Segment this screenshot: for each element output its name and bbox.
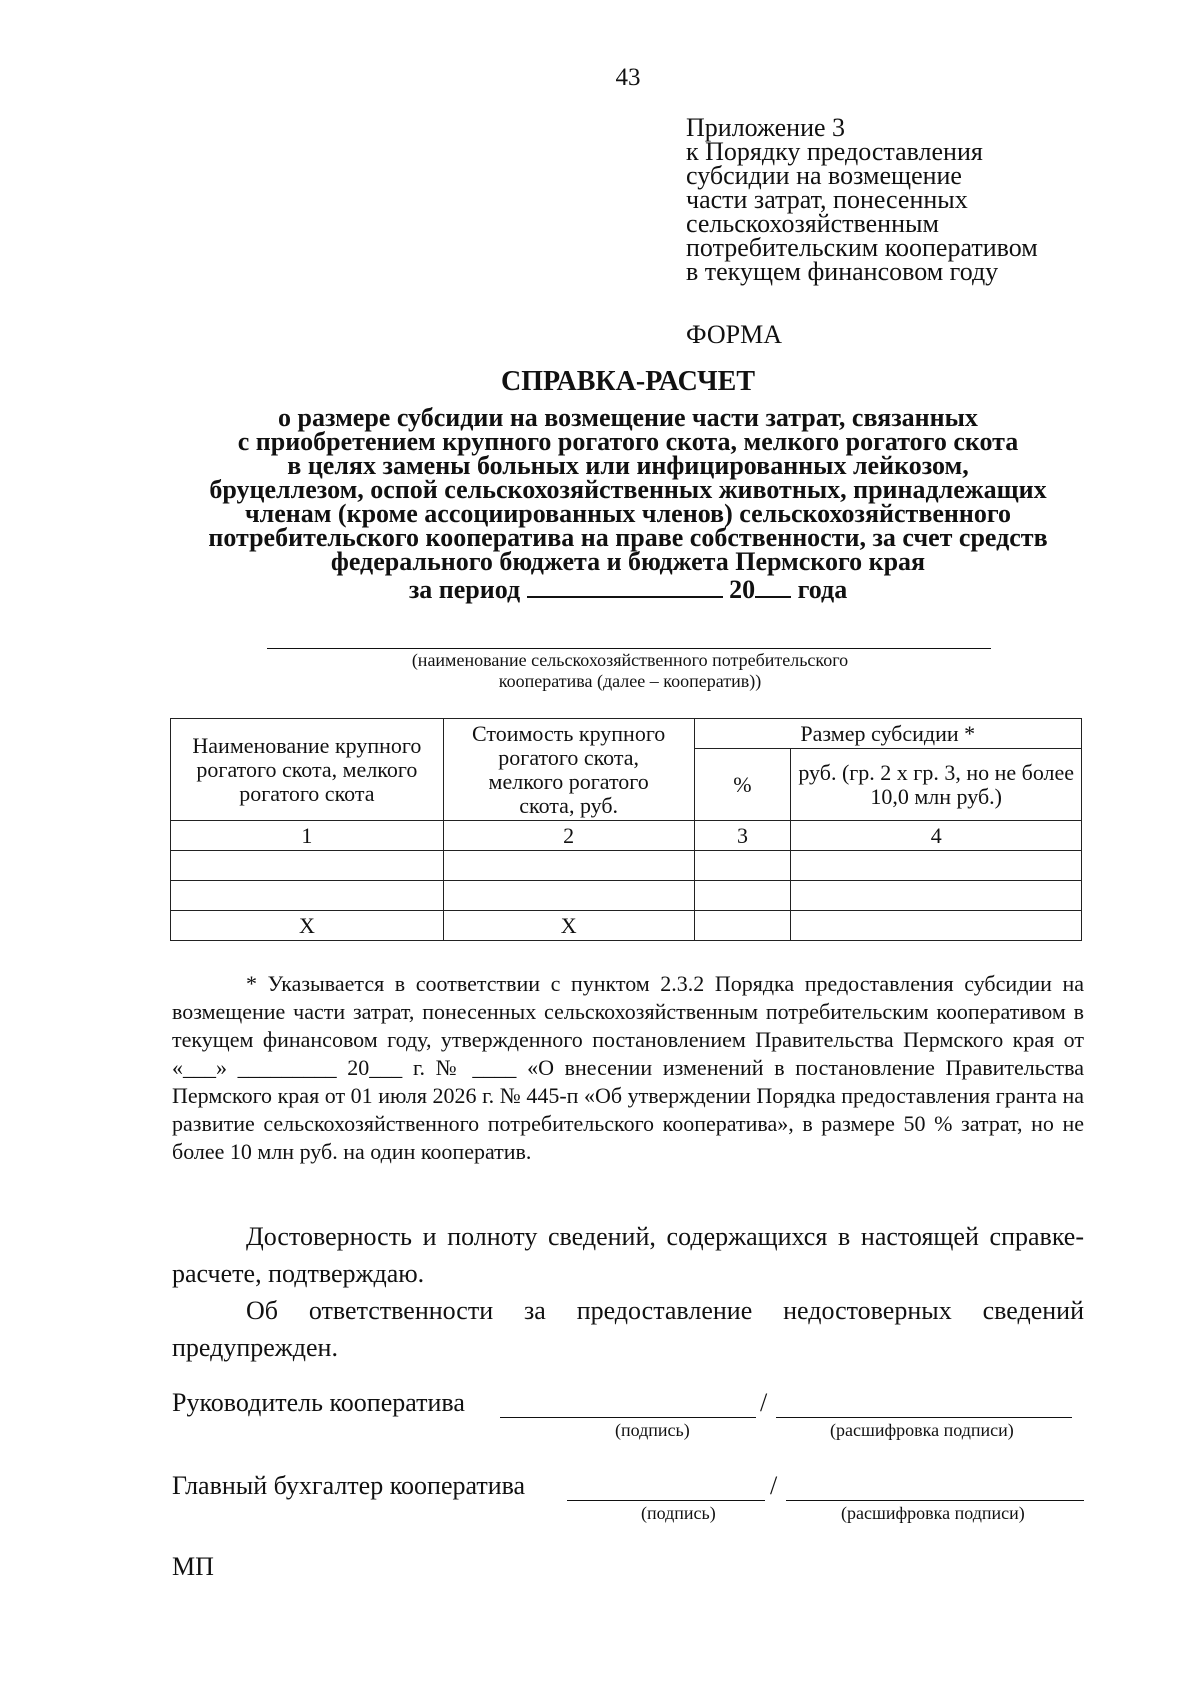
subtitle-line: потребительского кооператива на праве собственности, за счет средств (208, 523, 1048, 552)
accountant-signature-slash: / (770, 1471, 778, 1500)
calculation-table (170, 718, 1082, 941)
accountant-sign-caption: (подпись) (641, 1503, 716, 1523)
accountant-signature-label: Главный бухгалтер кооператива (172, 1471, 526, 1500)
coop-caption (300, 650, 960, 692)
table-cell: Х (171, 911, 444, 941)
document-subtitle (150, 403, 1106, 576)
form-label: ФОРМА (686, 320, 782, 349)
confirmation-block (172, 1218, 1084, 1366)
accountant-signature-decode-field[interactable] (786, 1500, 1084, 1501)
table-cell[interactable] (694, 881, 791, 911)
table-cell[interactable] (694, 851, 791, 881)
appendix-note (686, 113, 1106, 286)
appendix-line: к Порядку предоставления (686, 137, 983, 166)
footnote-text: * Указывается в соответствии с пунктом 2.3.2 Порядка предоставления субсидии на возмещение части затрат, понесенных сельскохозяйственным потребительским кооперативом в текущем финансовом году, утвержденного постановлением Правительства Пермского края от «___» _________ 20___ г. № ____ «О внесении изменений в постановление Правительства Пермского края от 01 июля 2026 г. № 445-п «Об утверждении Порядка предоставления гранта на развитие сельскохозяйственного потребительского кооператива», в размере 50 % затрат, но не более 10 млн руб. на один кооператив. (172, 971, 1084, 1164)
table-cell[interactable] (694, 911, 791, 941)
year-blank[interactable] (755, 574, 791, 598)
subtitle-line: федерального бюджета и бюджета Пермского края (330, 547, 926, 576)
period-blank[interactable] (527, 574, 723, 598)
period-year-prefix: 20 (729, 575, 756, 604)
coop-name-field[interactable] (267, 648, 991, 649)
appendix-line: субсидии на возмещение (686, 161, 962, 190)
subtitle-line: членам (кроме ассоциированных членов) сельскохозяйственного (244, 499, 1012, 528)
coop-caption-line: (наименование сельскохозяйственного потребительского (411, 650, 849, 670)
table-row (171, 881, 1082, 911)
responsibility-text: Об ответственности за предоставление недостоверных сведений предупрежден. (172, 1296, 1084, 1362)
head-signature-decode-field[interactable] (776, 1417, 1072, 1418)
table-cell[interactable] (791, 851, 1082, 881)
period-suffix: года (797, 575, 848, 604)
table-cell[interactable] (443, 881, 694, 911)
accountant-signature-field[interactable] (567, 1500, 765, 1501)
appendix-line: Приложение 3 (686, 113, 846, 142)
head-signature-slash: / (760, 1388, 768, 1417)
head-decode-caption: (расшифровка подписи) (830, 1420, 1014, 1440)
subsidy-group-header: Размер субсидии * (694, 719, 1081, 749)
col1-header: Наименование крупного рогатого скота, мелкого рогатого скота (171, 719, 444, 821)
head-sign-caption: (подпись) (615, 1420, 690, 1440)
col-number: 3 (694, 821, 791, 851)
table-row (171, 851, 1082, 881)
footnote (172, 970, 1084, 1166)
table-cell: Х (443, 911, 694, 941)
col-number: 4 (791, 821, 1082, 851)
col4-header: руб. (гр. 2 х гр. 3, но не более 10,0 млн руб.) (791, 749, 1082, 821)
table-cell[interactable] (791, 881, 1082, 911)
period-prefix: за период (408, 575, 521, 604)
table-cell[interactable] (443, 851, 694, 881)
document-title: СПРАВКА-РАСЧЕТ (500, 366, 756, 397)
total-row (171, 911, 1082, 941)
table-cell[interactable] (171, 881, 444, 911)
appendix-line: части затрат, понесенных (686, 185, 968, 214)
head-signature-label: Руководитель кооператива (172, 1388, 465, 1417)
appendix-line: сельскохозяйственным (686, 209, 939, 238)
period-line (0, 574, 1200, 605)
subtitle-line: о размере субсидии на возмещение части затрат, связанных (278, 403, 978, 432)
accountant-decode-caption: (расшифровка подписи) (841, 1503, 1025, 1523)
head-signature-field[interactable] (500, 1417, 756, 1418)
subtitle-line: в целях замены больных или инфицированных лейкозом, (287, 451, 969, 480)
stamp-place: МП (172, 1552, 214, 1581)
appendix-line: в текущем финансовом году (686, 257, 999, 286)
coop-caption-line: кооператива (далее – кооператив)) (498, 671, 762, 691)
confirmation-text: Достоверность и полноту сведений, содержащихся в настоящей справке-расчете, подтверждаю. (172, 1222, 1084, 1288)
table-cell[interactable] (171, 851, 444, 881)
subtitle-line: бруцеллезом, оспой сельскохозяйственных животных, принадлежащих (209, 475, 1047, 504)
col2-header: Стоимость крупного рогатого скота, мелкого рогатого скота, руб. (443, 719, 694, 821)
page-number: 43 (615, 64, 641, 91)
col-number: 1 (171, 821, 444, 851)
col3-header: % (694, 749, 791, 821)
table-cell[interactable] (791, 911, 1082, 941)
subtitle-line: с приобретением крупного рогатого скота, мелкого рогатого скота (237, 427, 1019, 456)
appendix-line: потребительским кооперативом (686, 233, 1038, 262)
col-number: 2 (443, 821, 694, 851)
